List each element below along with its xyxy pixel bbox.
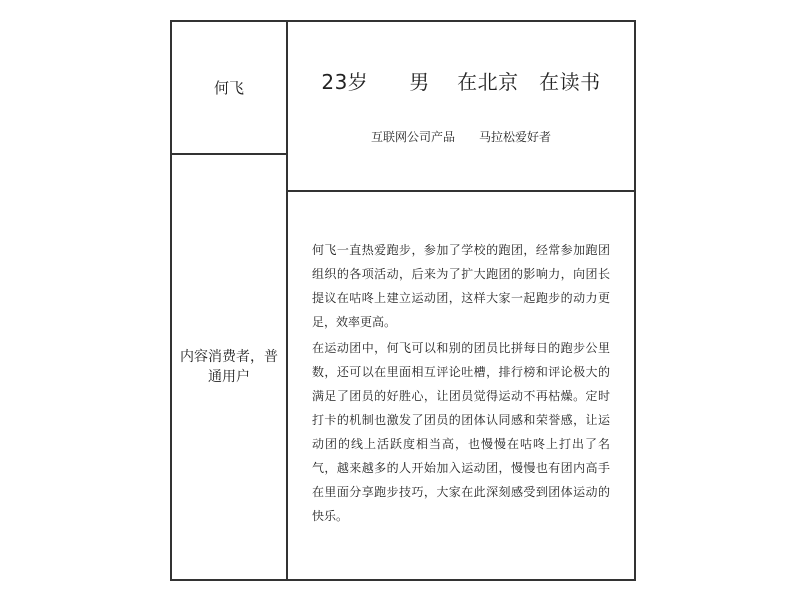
persona-name: 何飞: [213, 79, 244, 97]
persona-name-cell: [172, 22, 288, 155]
persona-role-cell: [172, 155, 288, 579]
persona-story-cell: [288, 192, 634, 579]
persona-header-cell: [288, 22, 634, 192]
persona-role: 内容消费者，普通用户: [180, 349, 278, 385]
story-paragraph: 在运动团中，何飞可以和别的团员比拼每日的跑步公里数，还可以在里面相互评论吐槽，排行榜和评论极大的满足了团员的好胜心，让团员觉得运动不再枯燥。定时打卡的机制也激发了团员的团体认同感和荣誉感，让运动团的线上活跃度相当高，也慢慢在咕咚上打出了名气，越来越多的人开始加入运动团，慢慢也有团内高手在里面分享跑步技巧，大家在此深刻感受到团体运动的快乐。: [312, 341, 610, 523]
persona-card: [170, 20, 636, 581]
persona-tags: 互联网公司产品 马拉松爱好者: [370, 130, 551, 144]
story-paragraph: 何飞一直热爱跑步，参加了学校的跑团，经常参加跑团组织的各项活动，后来为了扩大跑团的影响力，向团长提议在咕咚上建立运动团，这样大家一起跑步的动力更足，效率更高。: [312, 243, 610, 329]
persona-headline: 23岁 男 在北京 在读书: [321, 70, 601, 94]
